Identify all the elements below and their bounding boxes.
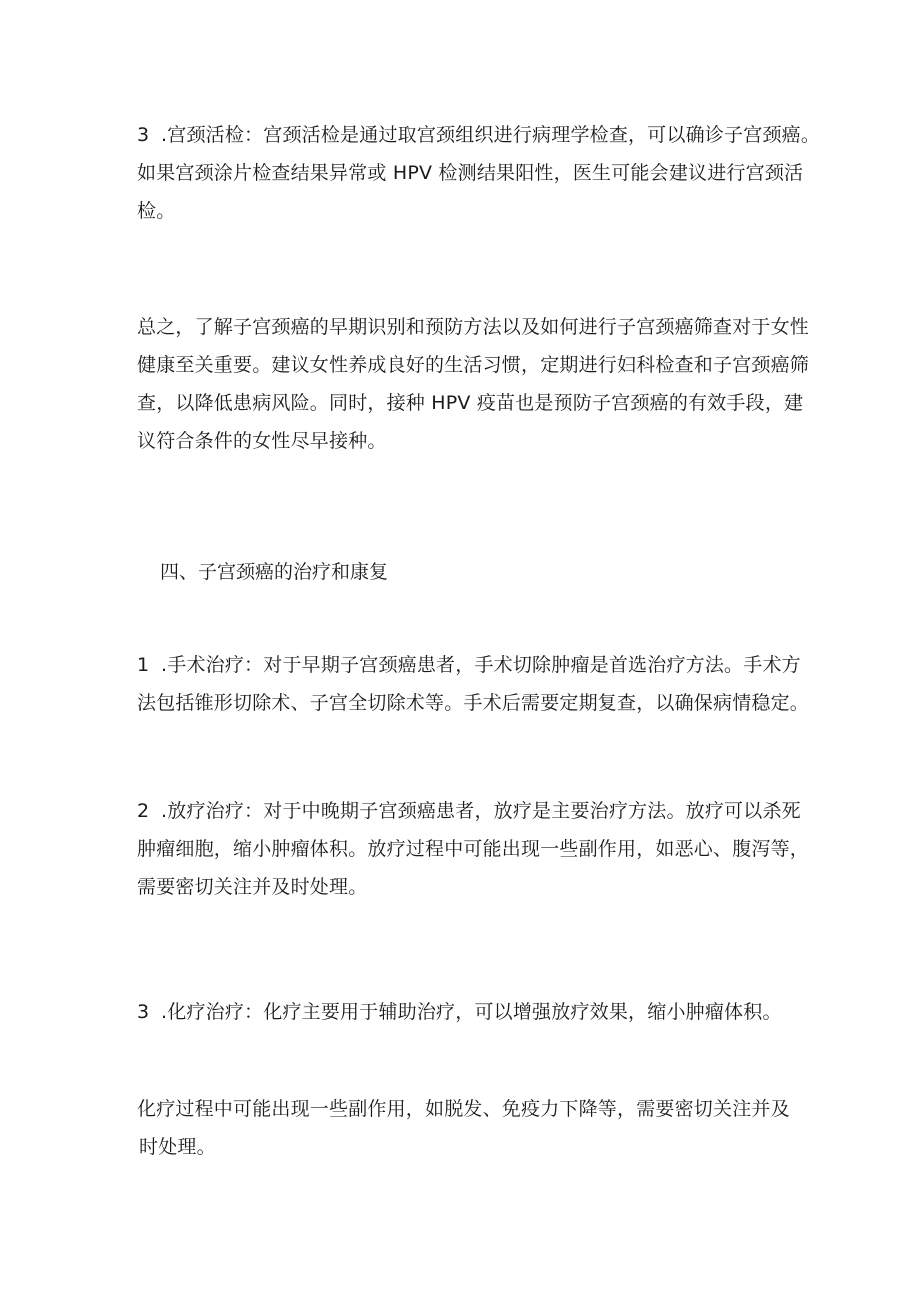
paragraph-line: 需要密切关注并及时处理。 [137, 876, 368, 898]
paragraph-line [137, 993, 817, 1031]
section-heading: 四、子宫颈癌的治疗和康复 [160, 561, 389, 583]
line-text: .宫颈活检：宫颈活检是通过取宫颈组织进行病理学检查，可以确诊子宫颈癌。 [161, 124, 821, 146]
list-number: 3 [137, 124, 150, 146]
paragraph-line: 化疗过程中可能出现一些副作用，如脱发、免疫力下降等，需要密切关注并及 [137, 1098, 790, 1120]
paragraph-line: 如果宫颈涂片检查结果异常或 HPV 检测结果阳性，医生可能会建议进行宫颈活 [137, 162, 804, 184]
list-number: 3 [137, 1001, 150, 1023]
paragraph-line: 检。 [137, 200, 176, 222]
paragraph-line: 议符合条件的女性尽早接种。 [137, 430, 387, 452]
paragraph-line: 查，以降低患病风险。同时，接种 HPV 疫苗也是预防子宫颈癌的有效手段，建 [137, 392, 804, 414]
list-number: 1 [137, 654, 150, 676]
paragraph-line: 总之，了解子宫颈癌的早期识别和预防方法以及如何进行子宫颈癌筛查对于女性 [137, 316, 810, 338]
paragraph-cervical-biopsy [137, 116, 821, 230]
line-text: .放疗治疗：对于中晚期子宫颈癌患者，放疗是主要治疗方法。放疗可以杀死 [161, 800, 801, 822]
paragraph-line: 肿瘤细胞，缩小肿瘤体积。放疗过程中可能出现一些副作用，如恶心、腹泻等， [137, 838, 810, 860]
paragraph-line: 时处理。 [139, 1136, 216, 1158]
paragraph-chemo-side-effects [137, 1090, 817, 1166]
paragraph-line: 健康至关重要。建议女性养成良好的生活习惯，定期进行妇科检查和子宫颈癌筛 [137, 354, 810, 376]
paragraph-line [137, 116, 821, 154]
paragraph-radiotherapy [137, 792, 817, 906]
paragraph-line: 法包括锥形切除术、子宫全切除术等。手术后需要定期复查，以确保病情稳定。 [137, 692, 810, 714]
paragraph-surgery [137, 646, 817, 722]
line-text: .手术治疗：对于早期子宫颈癌患者，手术切除肿瘤是首选治疗方法。手术方 [161, 654, 801, 676]
paragraph-chemotherapy [137, 993, 817, 1031]
list-number: 2 [137, 800, 150, 822]
paragraph-line [137, 646, 817, 684]
paragraph-summary [137, 308, 817, 460]
paragraph-line [137, 792, 817, 830]
line-text: .化疗治疗：化疗主要用于辅助治疗，可以增强放疗效果，缩小肿瘤体积。 [161, 1001, 782, 1023]
